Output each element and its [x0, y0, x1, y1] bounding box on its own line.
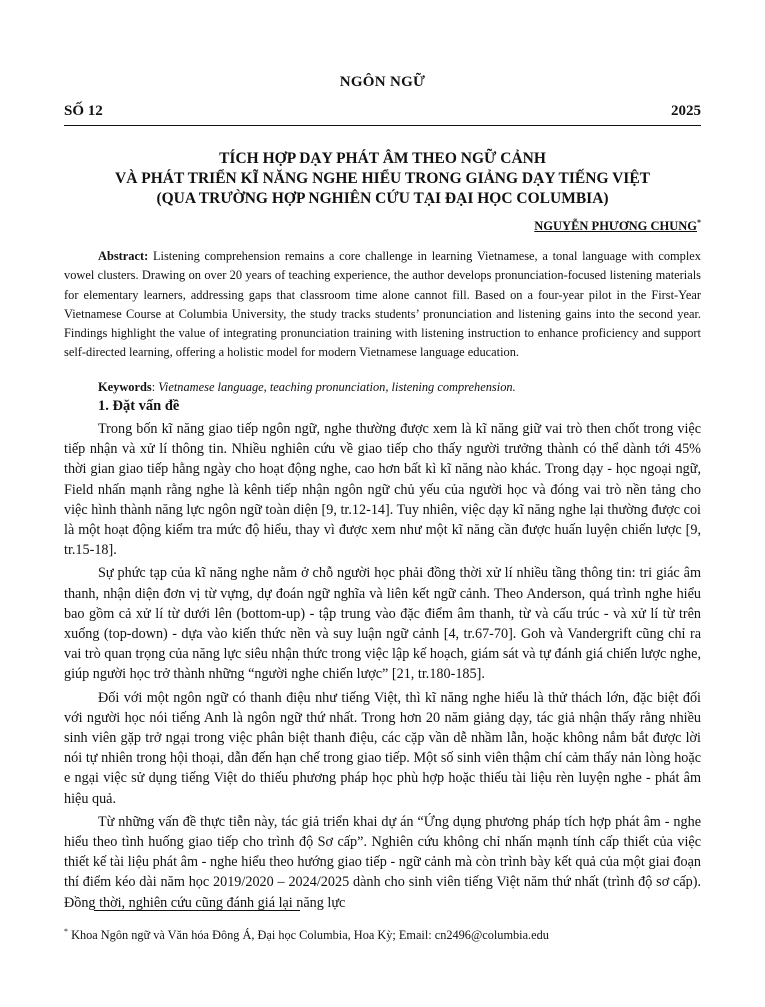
issue-year: 2025 — [671, 103, 701, 119]
paragraph-2: Sự phức tạp của kĩ năng nghe nằm ở chỗ người học phải đồng thời xử lí nhiều tầng thông tin: tri giác âm thanh, nhận diện đơn vị từ vựng, dự đoán ngữ nghĩa và liên kết ngữ cảnh. Theo Anderson, quá trình nghe hiểu bao gồm cả xử lí từ dưới lên (bottom-up) - tập trung vào đặc điểm âm thanh, từ và cấu trúc - và xử lí từ trên xuống (top-down) - dựa vào kiến thức nền và suy luận ngữ cảnh [4, tr.67-70]. Goh và Vandergrift cũng chỉ ra vai trò quan trọng của năng lực siêu nhận thức trong việc lập kế hoạch, giám sát và tự đánh giá chiến lược nghe, giúp người học trở thành những “người nghe chiến lược” [21, tr.180-185]. — [64, 565, 701, 683]
title-line-2: VÀ PHÁT TRIỂN KĨ NĂNG NGHE HIỂU TRONG GIẢNG DẠY TIẾNG VIỆT — [115, 170, 650, 187]
footnote-mark: * — [64, 927, 68, 936]
author-text: NGUYỄN PHƯƠNG CHUNG — [534, 219, 697, 234]
abstract-text: Listening comprehension remains a core challenge in learning Vietnamese, a tonal language with complex vowel clusters. Drawing on over 20 years of teaching experience, the author develops pronunciation-focused listening materials for elementary learners, addressing gaps that classroom time alone cannot fill. Based on a four-year pilot in the First-Year Vietnamese Course at Columbia University, the study tracks students’ pronunciation and listening gains into the second year. Findings highlight the value of integrating pronunciation training with listening instruction to enhance proficiency and support self-directed learning, offering a holistic model for modern Vietnamese language education. — [64, 249, 701, 360]
footnote-divider — [94, 910, 300, 911]
header-divider — [64, 125, 701, 126]
issue-row — [64, 103, 701, 120]
footnote-text: Khoa Ngôn ngữ và Văn hóa Đông Á, Đại học Columbia, Hoa Kỳ; Email: cn2496@columbia.edu — [71, 928, 549, 943]
keywords-text: Vietnamese language, teaching pronunciation, listening comprehension. — [158, 380, 516, 394]
abstract — [64, 247, 701, 363]
paragraph-4: Từ những vấn đề thực tiễn này, tác giả triển khai dự án “Ứng dụng phương pháp tích hợp phát âm - nghe hiểu theo tình huống giao tiếp cho trình độ Sơ cấp”. Nghiên cứu không chỉ nhấn mạnh tính cấp thiết của việc thiết kế tài liệu phát âm - nghe hiểu theo hướng giao tiếp - ngữ cảnh mà còn trình bày kết quả của một giai đoạn thí điểm kéo dài năm học 2019/2020 – 2024/2025 dành cho sinh viên tiếng Việt năm thứ nhất (trình độ sơ cấp). Đồng thời, nghiên cứu cũng đánh giá lại năng lực — [64, 813, 701, 911]
paragraph-1: Trong bốn kĩ năng giao tiếp ngôn ngữ, nghe thường được xem là kĩ năng giữ vai trò then chốt trong việc tiếp nhận và xử lí thông tin. Nhiều nghiên cứu về giao tiếp cho thấy người trưởng thành có thể dành tới 45% thời gian giao tiếp hằng ngày cho hoạt động nghe, cao hơn bất kì kĩ năng nào khác. Trong dạy - học ngoại ngữ, Field nhấn mạnh rằng nghe là kênh tiếp nhận ngôn ngữ chủ yếu của người học và đóng vai trò nền tảng cho việc hình thành năng lực ngôn ngữ toàn diện [9, tr.12-14]. Tuy nhiên, việc dạy kĩ năng nghe lại thường được coi là một hoạt động kiểm tra mức độ hiểu, thay vì được xem như một kĩ năng cần được huấn luyện chiến lược [9, tr.15-18]. — [64, 421, 701, 559]
section-heading: 1. Đặt vấn đề — [98, 398, 180, 414]
article-title — [64, 149, 701, 209]
title-line-3: (QUA TRƯỜNG HỢP NGHIÊN CỨU TẠI ĐẠI HỌC COLUMBIA) — [156, 190, 609, 207]
keywords: Keywords: Vietnamese language, teaching pronunciation, listening comprehension. — [98, 380, 516, 394]
issue-number: SỐ 12 — [64, 103, 103, 119]
body-text — [64, 419, 701, 916]
author-name — [534, 218, 701, 234]
author-footnote-mark: * — [697, 218, 701, 227]
paragraph-3: Đối với một ngôn ngữ có thanh điệu như tiếng Việt, thì kĩ năng nghe hiểu là thử thách lớn, đặc biệt đối với người học nói tiếng Anh là ngôn ngữ thứ nhất. Trong hơn 20 năm giảng dạy, tác giả nhận thấy rằng nhiều sinh viên gặp trở ngại trong việc phân biệt thanh điệu, các cặp vần dễ nhầm lẫn, hoặc không nắm bắt được lời nói tự nhiên trong hội thoại, dẫn đến hạn chế trong giao tiếp. Một số sinh viên thậm chí cảm thấy nản lòng hoặc e ngại việc sử dụng tiếng Việt do thiếu phương pháp học phù hợp hoặc thiếu tài liệu rèn luyện nghe - phát âm hiệu quả. — [64, 689, 701, 807]
journal-name: NGÔN NGỮ — [339, 74, 426, 90]
abstract-label: Abstract: — [98, 249, 149, 263]
keywords-label: Keywords — [98, 380, 152, 394]
footnote — [64, 927, 549, 943]
title-line-1: TÍCH HỢP DẠY PHÁT ÂM THEO NGỮ CẢNH — [219, 150, 546, 167]
